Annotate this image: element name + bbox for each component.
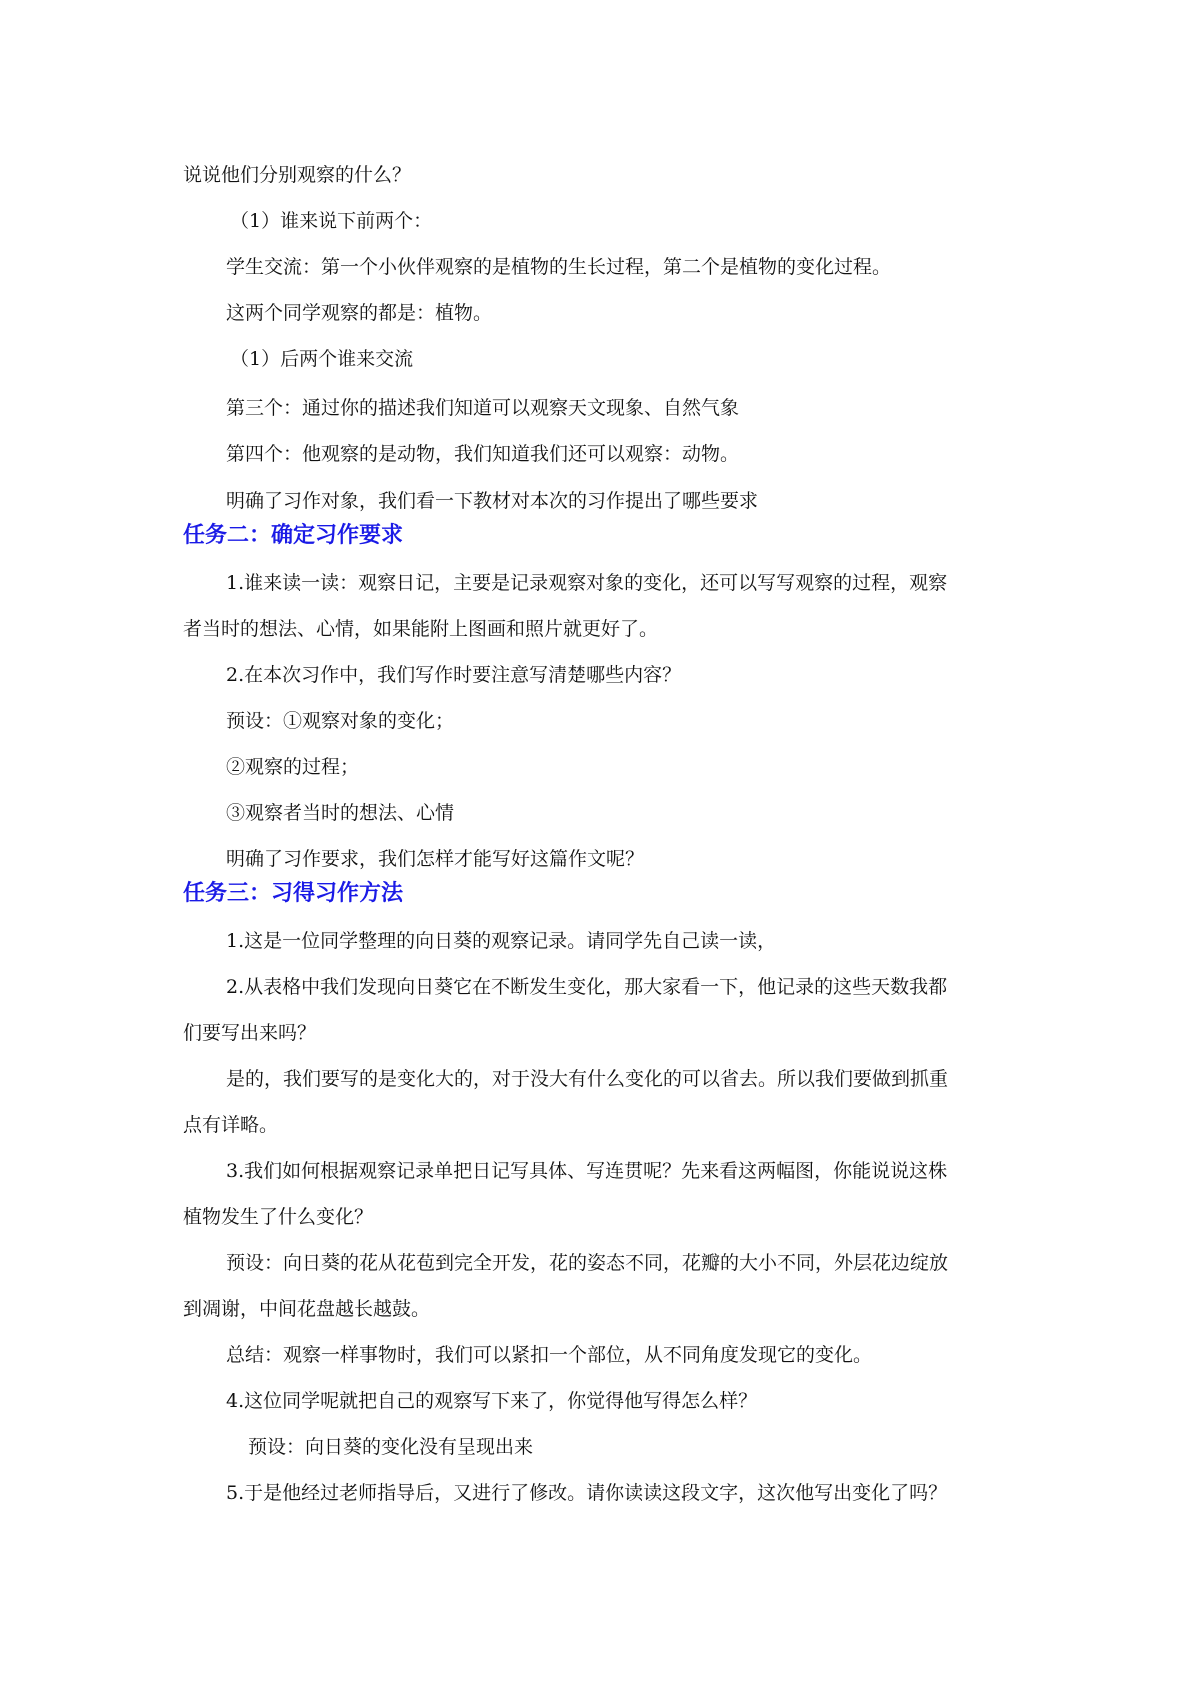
paragraph-line: （1）谁来说下前两个： [230,210,433,232]
paragraph-line: 点有详略。 [183,1114,279,1136]
paragraph-line: 预设：向日葵的变化没有呈现出来 [248,1436,534,1458]
paragraph-line: 4.这位同学呢就把自己的观察写下来了，你觉得他写得怎么样？ [226,1390,758,1412]
paragraph-line: 2.在本次习作中，我们写作时要注意写清楚哪些内容？ [226,664,682,686]
paragraph-line: 是的，我们要写的是变化大的，对于没大有什么变化的可以省去。所以我们要做到抓重 [226,1068,949,1090]
paragraph-line: 第三个：通过你的描述我们知道可以观察天文现象、自然气象 [226,397,740,419]
paragraph-line: 1.这是一位同学整理的向日葵的观察记录。请同学先自己读一读， [226,930,777,952]
paragraph-line: 到凋谢，中间花盘越长越鼓。 [183,1298,431,1320]
paragraph-line: 说说他们分别观察的什么？ [183,164,412,186]
paragraph-line: 明确了习作要求，我们怎样才能写好这篇作文呢？ [226,848,645,870]
paragraph-line: 们要写出来吗？ [183,1022,317,1044]
paragraph-line: 第四个：他观察的是动物，我们知道我们还可以观察：动物。 [226,443,740,465]
paragraph-line: 1.谁来读一读：观察日记，主要是记录观察对象的变化，还可以写写观察的过程，观察 [226,572,948,594]
paragraph-line: 明确了习作对象，我们看一下教材对本次的习作提出了哪些要求 [226,490,759,512]
paragraph-line: 植物发生了什么变化？ [183,1206,374,1228]
paragraph-line: 预设：①观察对象的变化； [226,710,455,732]
paragraph-line: 者当时的想法、心情，如果能附上图画和照片就更好了。 [183,618,659,640]
paragraph-line: 这两个同学观察的都是：植物。 [226,302,493,324]
paragraph-line: 总结：观察一样事物时，我们可以紧扣一个部位，从不同角度发现它的变化。 [226,1344,873,1366]
paragraph-line: ②观察的过程； [226,756,360,778]
paragraph-line: 3.我们如何根据观察记录单把日记写具体、写连贯呢？先来看这两幅图，你能说说这株 [226,1160,948,1182]
paragraph-line: （1）后两个谁来交流 [230,348,414,370]
paragraph-line: 5.于是他经过老师指导后，又进行了修改。请你读读这段文字，这次他写出变化了吗？ [226,1482,948,1504]
paragraph-line: 学生交流：第一个小伙伴观察的是植物的生长过程，第二个是植物的变化过程。 [226,256,892,278]
paragraph-line: ③观察者当时的想法、心情 [226,802,455,824]
section-heading-task-2: 任务二：确定习作要求 [183,523,404,548]
paragraph-line: 预设：向日葵的花从花苞到完全开发，花的姿态不同，花瓣的大小不同，外层花边绽放 [226,1252,949,1274]
paragraph-line: 2.从表格中我们发现向日葵它在不断发生变化，那大家看一下，他记录的这些天数我都 [226,976,948,998]
section-heading-task-3: 任务三：习得习作方法 [183,881,404,906]
